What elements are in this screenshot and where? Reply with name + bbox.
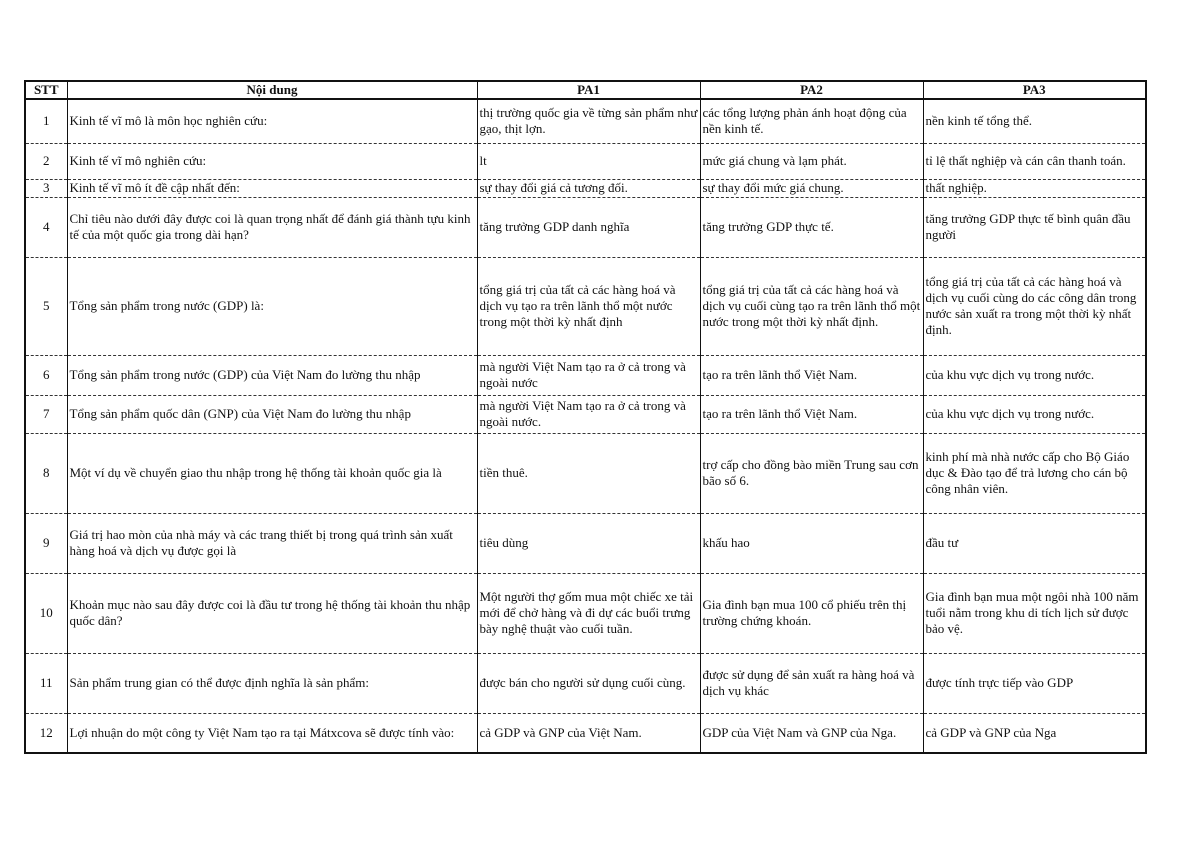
- row-stt: 4: [25, 197, 67, 257]
- row-stt: 5: [25, 257, 67, 355]
- row-pa3: thất nghiệp.: [923, 179, 1146, 197]
- row-pa3: của khu vực dịch vụ trong nước.: [923, 395, 1146, 433]
- row-pa3: tăng trưởng GDP thực tế bình quân đầu người: [923, 197, 1146, 257]
- table-row: [25, 257, 1146, 355]
- row-pa2: được sử dụng để sản xuất ra hàng hoá và dịch vụ khác: [700, 653, 923, 713]
- row-pa2: mức giá chung và lạm phát.: [700, 143, 923, 179]
- row-pa2: tổng giá trị của tất cả các hàng hoá và dịch vụ cuối cùng tạo ra trên lãnh thổ một nước trong một thời kỳ nhất định.: [700, 257, 923, 355]
- row-stt: 12: [25, 713, 67, 753]
- row-pa1: cả GDP và GNP của Việt Nam.: [477, 713, 700, 753]
- table-row: [25, 395, 1146, 433]
- row-noi-dung: Tổng sản phẩm trong nước (GDP) là:: [67, 257, 477, 355]
- row-pa2: tăng trưởng GDP thực tế.: [700, 197, 923, 257]
- row-noi-dung: Kinh tế vĩ mô là môn học nghiên cứu:: [67, 99, 477, 143]
- row-pa3: Gia đình bạn mua một ngôi nhà 100 năm tuổi nằm trong khu di tích lịch sử được bảo vệ.: [923, 573, 1146, 653]
- row-pa1: thị trường quốc gia về từng sản phẩm như gạo, thịt lợn.: [477, 99, 700, 143]
- row-pa3: của khu vực dịch vụ trong nước.: [923, 355, 1146, 395]
- row-pa1: mà người Việt Nam tạo ra ở cả trong và ngoài nước.: [477, 395, 700, 433]
- table-row: [25, 179, 1146, 197]
- row-stt: 3: [25, 179, 67, 197]
- header-pa2: PA2: [700, 81, 923, 99]
- row-pa2: GDP của Việt Nam và GNP của Nga.: [700, 713, 923, 753]
- header-stt: STT: [25, 81, 67, 99]
- row-pa3: kinh phí mà nhà nước cấp cho Bộ Giáo dục & Đào tạo để trả lương cho cán bộ công nhân viên.: [923, 433, 1146, 513]
- table-row: [25, 653, 1146, 713]
- table-row: [25, 713, 1146, 753]
- row-pa2: khấu hao: [700, 513, 923, 573]
- row-noi-dung: Kinh tế vĩ mô nghiên cứu:: [67, 143, 477, 179]
- row-noi-dung: Chỉ tiêu nào dưới đây được coi là quan trọng nhất để đánh giá thành tựu kinh tế của một quốc gia trong dài hạn?: [67, 197, 477, 257]
- row-pa2: sự thay đổi mức giá chung.: [700, 179, 923, 197]
- table-row: [25, 197, 1146, 257]
- row-noi-dung: Một ví dụ về chuyển giao thu nhập trong hệ thống tài khoản quốc gia là: [67, 433, 477, 513]
- row-stt: 6: [25, 355, 67, 395]
- row-pa1: tiền thuê.: [477, 433, 700, 513]
- row-pa1: lt: [477, 143, 700, 179]
- row-pa2: các tổng lượng phản ánh hoạt động của nền kinh tế.: [700, 99, 923, 143]
- row-stt: 9: [25, 513, 67, 573]
- row-stt: 2: [25, 143, 67, 179]
- row-pa3: được tính trực tiếp vào GDP: [923, 653, 1146, 713]
- row-pa2: trợ cấp cho đồng bào miền Trung sau cơn bão số 6.: [700, 433, 923, 513]
- header-pa1: PA1: [477, 81, 700, 99]
- table-row: [25, 573, 1146, 653]
- row-pa3: tổng giá trị của tất cả các hàng hoá và dịch vụ cuối cùng do các công dân trong nước sản xuất ra trong một thời kỳ nhất định.: [923, 257, 1146, 355]
- row-stt: 11: [25, 653, 67, 713]
- table-row: [25, 433, 1146, 513]
- row-stt: 7: [25, 395, 67, 433]
- header-pa3: PA3: [923, 81, 1146, 99]
- row-pa1: tăng trưởng GDP danh nghĩa: [477, 197, 700, 257]
- row-pa3: tỉ lệ thất nghiệp và cán cân thanh toán.: [923, 143, 1146, 179]
- row-noi-dung: Kinh tế vĩ mô ít đề cập nhất đến:: [67, 179, 477, 197]
- table-row: [25, 355, 1146, 395]
- header-noi-dung: Nội dung: [67, 81, 477, 99]
- row-pa1: sự thay đổi giá cả tương đối.: [477, 179, 700, 197]
- row-stt: 8: [25, 433, 67, 513]
- table-body: [25, 99, 1146, 753]
- row-stt: 10: [25, 573, 67, 653]
- row-noi-dung: Tổng sản phẩm quốc dân (GNP) của Việt Nam đo lường thu nhập: [67, 395, 477, 433]
- row-noi-dung: Lợi nhuận do một công ty Việt Nam tạo ra tại Mátxcova sẽ được tính vào:: [67, 713, 477, 753]
- table-row: [25, 143, 1146, 179]
- row-pa1: mà người Việt Nam tạo ra ở cả trong và ngoài nước: [477, 355, 700, 395]
- table-header-row: [25, 81, 1146, 99]
- table-row: [25, 99, 1146, 143]
- row-stt: 1: [25, 99, 67, 143]
- row-pa2: Gia đình bạn mua 100 cổ phiếu trên thị trường chứng khoán.: [700, 573, 923, 653]
- row-pa3: nền kinh tế tổng thể.: [923, 99, 1146, 143]
- row-noi-dung: Khoản mục nào sau đây được coi là đầu tư trong hệ thống tài khoản thu nhập quốc dân?: [67, 573, 477, 653]
- row-noi-dung: Sản phẩm trung gian có thể được định nghĩa là sản phẩm:: [67, 653, 477, 713]
- row-pa3: cả GDP và GNP của Nga: [923, 713, 1146, 753]
- row-pa3: đầu tư: [923, 513, 1146, 573]
- row-pa2: tạo ra trên lãnh thổ Việt Nam.: [700, 395, 923, 433]
- row-pa1: tổng giá trị của tất cả các hàng hoá và dịch vụ tạo ra trên lãnh thổ một nước trong một thời kỳ nhất định: [477, 257, 700, 355]
- question-table: [24, 80, 1147, 754]
- row-noi-dung: Giá trị hao mòn của nhà máy và các trang thiết bị trong quá trình sản xuất hàng hoá và dịch vụ được gọi là: [67, 513, 477, 573]
- row-pa1: được bán cho người sử dụng cuối cùng.: [477, 653, 700, 713]
- row-pa1: tiêu dùng: [477, 513, 700, 573]
- row-pa2: tạo ra trên lãnh thổ Việt Nam.: [700, 355, 923, 395]
- table-row: [25, 513, 1146, 573]
- row-pa1: Một người thợ gốm mua một chiếc xe tải mới để chở hàng và đi dự các buổi trưng bày nghệ thuật vào cuối tuần.: [477, 573, 700, 653]
- row-noi-dung: Tổng sản phẩm trong nước (GDP) của Việt Nam đo lường thu nhập: [67, 355, 477, 395]
